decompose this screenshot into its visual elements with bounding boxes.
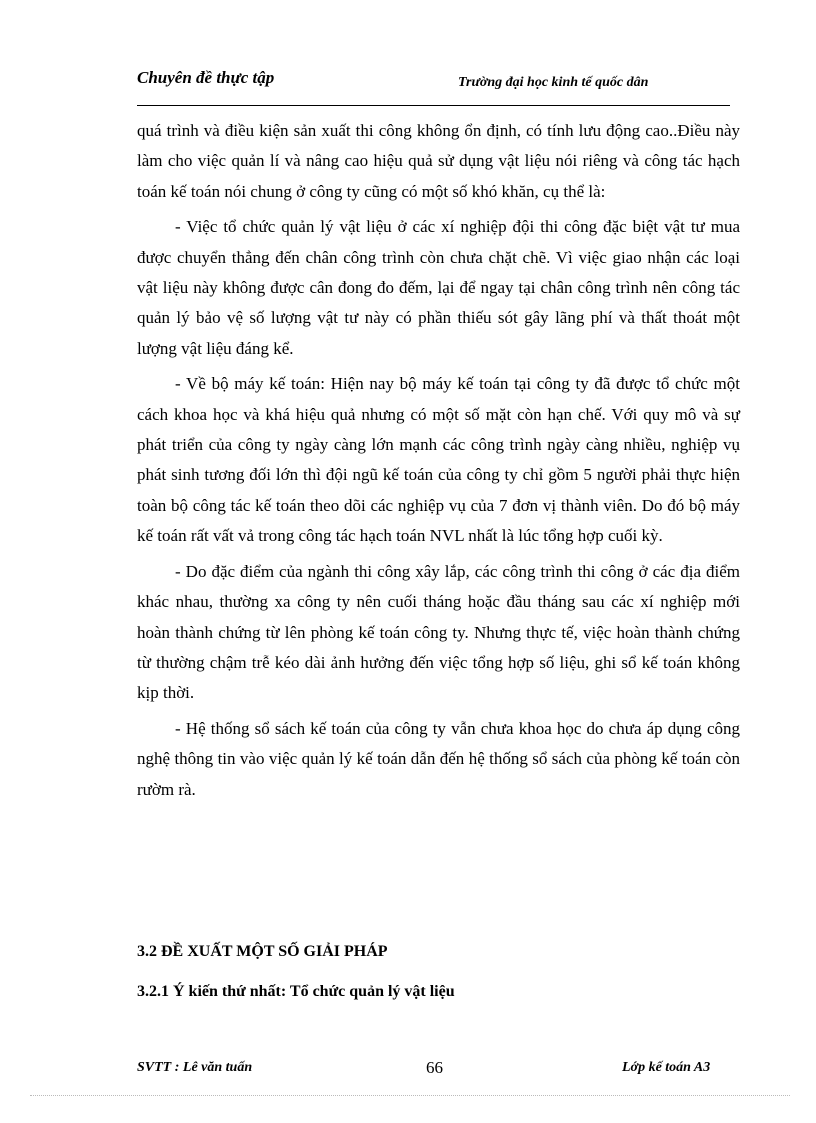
page-bottom-border	[30, 1095, 790, 1096]
footer-class: Lớp kế toán A3	[622, 1060, 711, 1075]
paragraph-2: - Việc tổ chức quản lý vật liệu ở các xí nghiệp đội thi công đặc biệt vật tư mua được chuyển thẳng đến chân công trình còn chưa chặt chẽ. Vì việc giao nhận các loại vật liệu này không được cân đong đo đếm, lại để ngay tại chân công trình nên công tác quản lý bảo vệ số lượng vật tư này có phần thiếu sót gây lãng phí và thất thoát một lượng vật liệu đáng kể.	[137, 217, 740, 358]
paragraph-1: quá trình và điều kiện sản xuất thi công không ổn định, có tính lưu động cao..Điều này làm cho việc quản lí và nâng cao hiệu quả sử dụng vật liệu nói riêng và công tác hạch toán kế toán nói chung ở công ty cũng có một số khó khăn, cụ thể là:	[137, 121, 740, 201]
header-title-left: Chuyên đề thực tập	[137, 68, 275, 87]
paragraph-4: - Do đặc điểm của ngành thi công xây lắp, các công trình thi công ở các địa điểm khác nhau, thường xa công ty nên cuối tháng hoặc đầu tháng sau các xí nghiệp mới hoàn thành chứng từ lên phòng kế toán công ty. Nhưng thực tế, việc hoàn thành chứng từ thường chậm trễ kéo dài ảnh hưởng đến việc tổng hợp số liệu, ghi sổ kế toán không kịp thời.	[137, 561, 740, 703]
body-content	[137, 116, 740, 810]
header-title-right: Trường đại học kinh tế quốc dân	[458, 75, 649, 90]
header-divider	[137, 105, 730, 106]
subsection-heading: 3.2.1 Ý kiến thứ nhất: Tổ chức quản lý vật liệu	[137, 983, 455, 1000]
page-number: 66	[426, 1058, 443, 1077]
paragraph-5: - Hệ thống sổ sách kế toán của công ty vẫn chưa khoa học do chưa áp dụng công nghệ thông tin vào việc quản lý kế toán dẫn đến hệ thống sổ sách của phòng kế toán còn rườm rà.	[137, 718, 740, 799]
paragraph-3: - Về bộ máy kế toán: Hiện nay bộ máy kế toán tại công ty đã được tổ chức một cách khoa học và khá hiệu quả nhưng có một số mặt còn hạn chế. Với quy mô và sự phát triển của công ty ngày càng lớn mạnh các công trình ngày càng nhiều, nghiệp vụ phát sinh tương đối lớn thì đội ngũ kế toán của công ty chỉ gồm 5 người phải thực hiện toàn bộ công tác kế toán theo dõi các nghiệp vụ của 7 đơn vị thành viên. Do đó bộ máy kế toán rất vất vả trong công tác hạch toán NVL nhất là lúc tổng hợp cuối kỳ.	[137, 374, 740, 546]
footer-student: SVTT : Lê văn tuấn	[137, 1060, 253, 1075]
section-heading: 3.2 ĐỀ XUẤT MỘT SỐ GIẢI PHÁP	[137, 943, 388, 960]
